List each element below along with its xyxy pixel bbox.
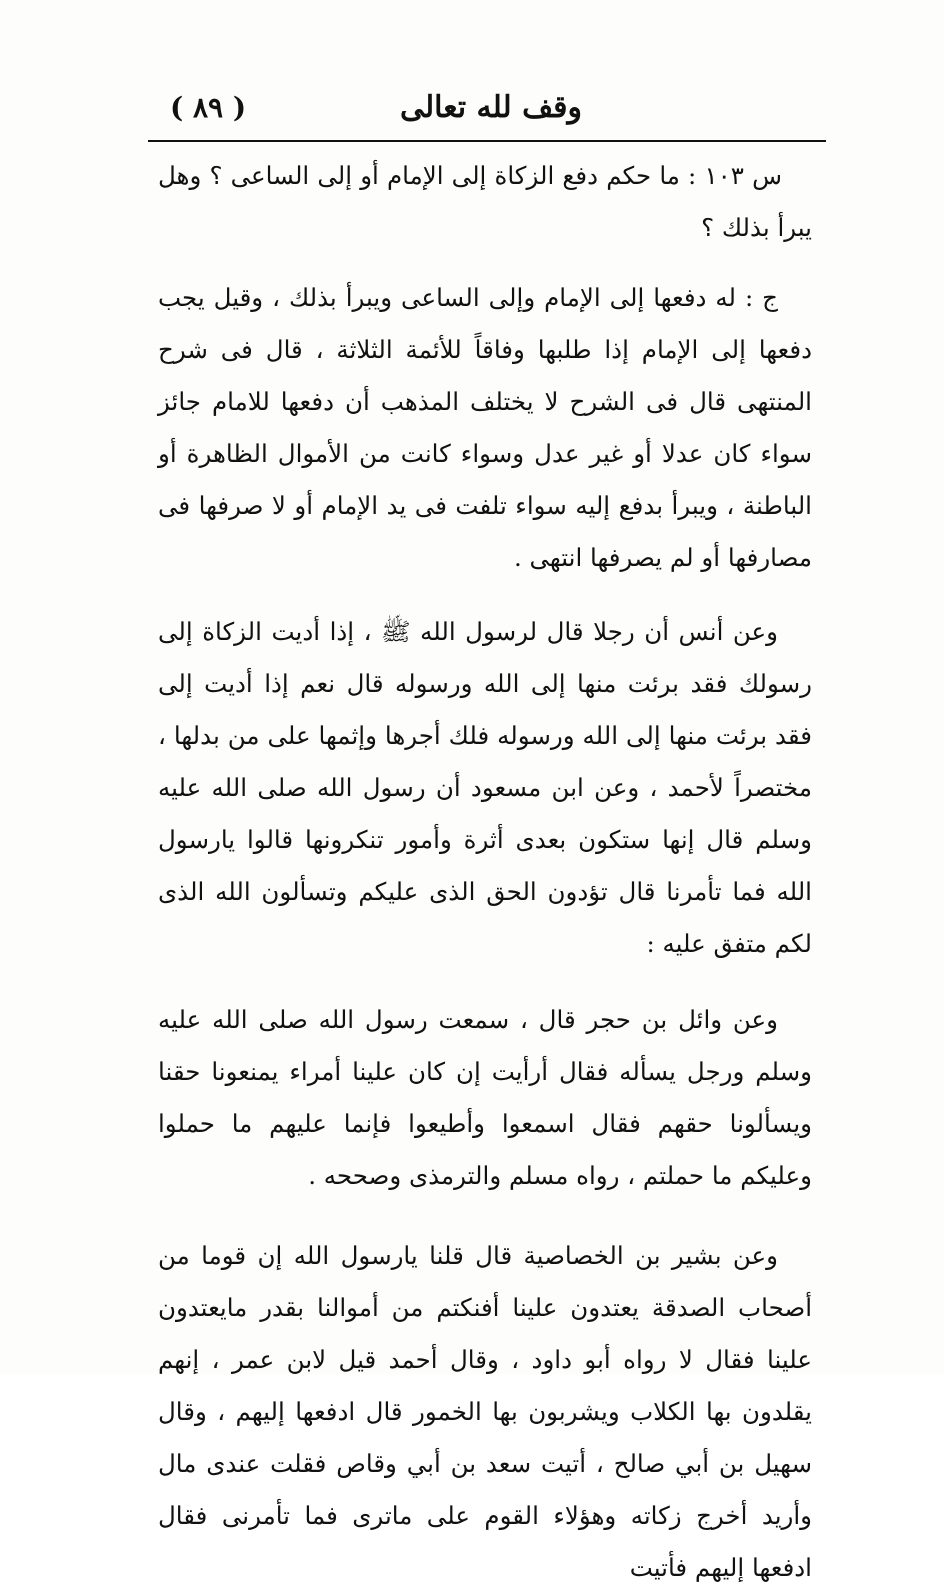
header-rule (148, 140, 826, 142)
answer-paragraph: ج : له دفعها إلى الإمام وإلى الساعى ويبرأ بذلك ، وقيل يجب دفعها إلى الإمام إذا طلبها وفاقاً للأئمة الثلاثة ، قال فى شرح المنتهى قال فى الشرح لا يختلف المذهب أن دفعها للامام جائز سواء كان عدلا أو غير عدل وسواء كانت من الأموال الظاهرة أو الباطنة ، ويبرأ بدفع إليه سواء تلفت فى يد الإمام أو لا صرفها فى مصارفها أو لم يصرفها انتهى . (158, 283, 812, 572)
page-body (158, 150, 812, 1594)
page-number: ( ٨٩ ) (170, 91, 247, 124)
paragraph-gap (158, 1202, 812, 1230)
hadith-paragraph-bashir: وعن بشير بن الخصاصية قال قلنا يارسول الله إن قوما من أصحاب الصدقة يعتدون علينا أفنكتم من أموالنا بقدر مايعتدون علينا فقال لا رواه أبو داود ، وقال أحمد قيل لابن عمر ، إنهم يقلدون بها الكلاب ويشربون بها الخمور قال ادفعها إليهم ، وقال سهيل بن أبي صالح ، أتيت سعد بن أبي وقاص فقلت عندى مال وأريد أخرج زكاته وهؤلاء القوم على ماترى فما تأمرنى فقال ادفعها إليهم فأتيت (158, 1241, 812, 1582)
paragraph-gap (158, 584, 812, 606)
paragraph-gap (158, 970, 812, 994)
hadith-paragraph-wail: وعن وائل بن حجر قال ، سمعت رسول الله صلى الله عليه وسلم ورجل يسأله فقال أرأيت إن كان علينا أمراء يمنعونا حقنا ويسألونا حقهم فقال اسمعوا وأطيعوا فإنما عليهم ما حملوا وعليكم ما حملتم ، رواه مسلم والترمذى وصححه . (158, 1005, 812, 1190)
running-title: وقف لله تعالى (399, 90, 582, 125)
hadith-paragraph-anas: وعن أنس أن رجلا قال لرسول الله ﷺ ، إذا أديت الزكاة إلى رسولك فقد برئت منها إلى الله ورسوله قال نعم إذا أديت إلى فقد برئت منها إلى الله ورسوله فلك أجرها وإثمها على من بدلها ، مختصراً لأحمد ، وعن ابن مسعود أن رسول الله صلى الله عليه وسلم قال إنها ستكون بعدى أثرة وأمور تنكرونها قالوا يارسول الله فما تأمرنا قال تؤدون الحق الذى عليكم وتسألون الله الذى لكم متفق عليه : (158, 617, 812, 958)
paragraph-gap (158, 254, 812, 272)
question-paragraph: س ١٠٣ : ما حكم دفع الزكاة إلى الإمام أو إلى الساعى ؟ وهل يبرأ بذلك ؟ (158, 161, 812, 242)
page-header (160, 88, 832, 132)
